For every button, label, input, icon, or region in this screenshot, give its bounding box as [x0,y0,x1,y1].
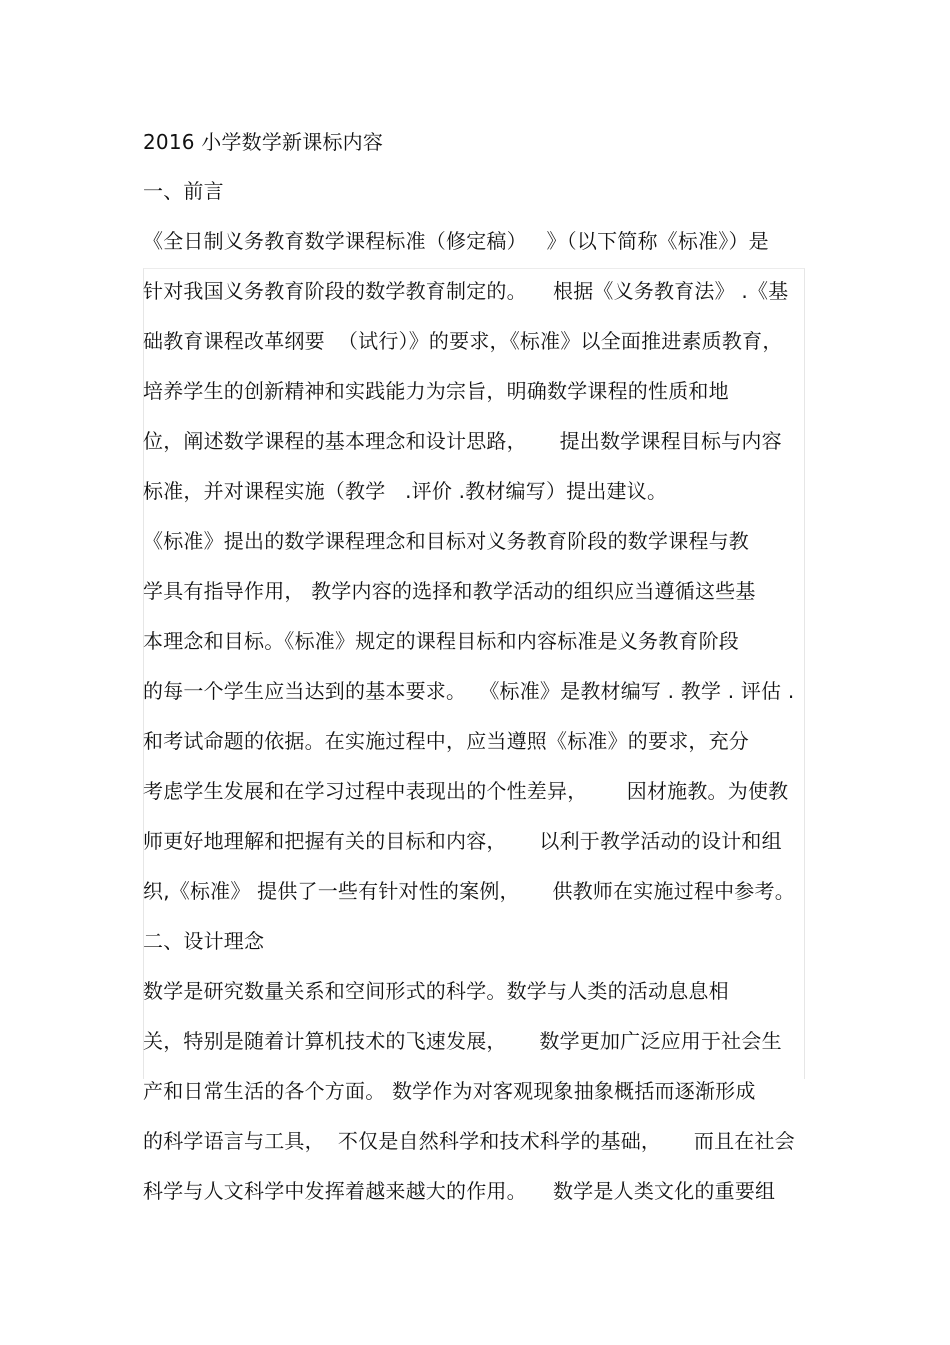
document-title: 2016 小学数学新课标内容 [143,130,384,154]
paragraph-line: 科学与人文科学中发挥着越来越大的作用。 数学是人类文化的重要组 [143,1179,776,1203]
section-heading-preface: 一、前言 [143,179,224,203]
paragraph-line: 学具有指导作用， 教学内容的选择和教学活动的组织应当遵循这些基 [143,579,756,603]
paragraph-line: 考虑学生发展和在学习过程中表现出的个性差异， 因材施教。为使教 [143,779,789,803]
paragraph-line: 关，特别是随着计算机技术的飞速发展， 数学更加广泛应用于社会生 [143,1029,782,1053]
paragraph-line: 和考试命题的依据。在实施过程中，应当遵照《标准》的要求，充分 [143,729,749,753]
paragraph-line: 培养学生的创新精神和实践能力为宗旨，明确数学课程的性质和地 [143,379,729,403]
paragraph-line: 师更好地理解和把握有关的目标和内容， 以利于教学活动的设计和组 [143,829,782,853]
section-heading-design-philosophy: 二、设计理念 [143,929,265,953]
paragraph-line: 的科学语言与工具， 不仅是自然科学和技术科学的基础， 而且在社会 [143,1129,795,1153]
paragraph-line: 《标准》提出的数学课程理念和目标对义务教育阶段的数学课程与教 [143,529,749,553]
paragraph-line: 标准，并对课程实施（教学 .评价 .教材编写）提出建议。 [143,479,668,503]
paragraph-line: 础教育课程改革纲要 （试行）》的要求，《标准》以全面推进素质教育， [143,329,783,353]
paragraph-line: 数学是研究数量关系和空间形式的科学。数学与人类的活动息息相 [143,979,729,1003]
paragraph-line: 位，阐述数学课程的基本理念和设计思路， 提出数学课程目标与内容 [143,429,782,453]
paragraph-line: 的每一个学生应当达到的基本要求。 《标准》是教材编写 . 教学 . 评估 . [143,679,795,703]
paragraph-line: 针对我国义务教育阶段的数学教育制定的。 根据《义务教育法》 .《基 [143,279,789,303]
paragraph-line: 织,《标准》 提供了一些有针对性的案例， 供教师在实施过程中参考。 [143,879,795,903]
paragraph-line: 本理念和目标。《标准》规定的课程目标和内容标准是义务教育阶段 [143,629,739,653]
paragraph-line: 产和日常生活的各个方面。 数学作为对客观现象抽象概括而逐渐形成 [143,1079,756,1103]
paragraph-line: 《全日制义务教育数学课程标准（修定稿） 》（以下简称《标准》）是 [143,229,769,253]
